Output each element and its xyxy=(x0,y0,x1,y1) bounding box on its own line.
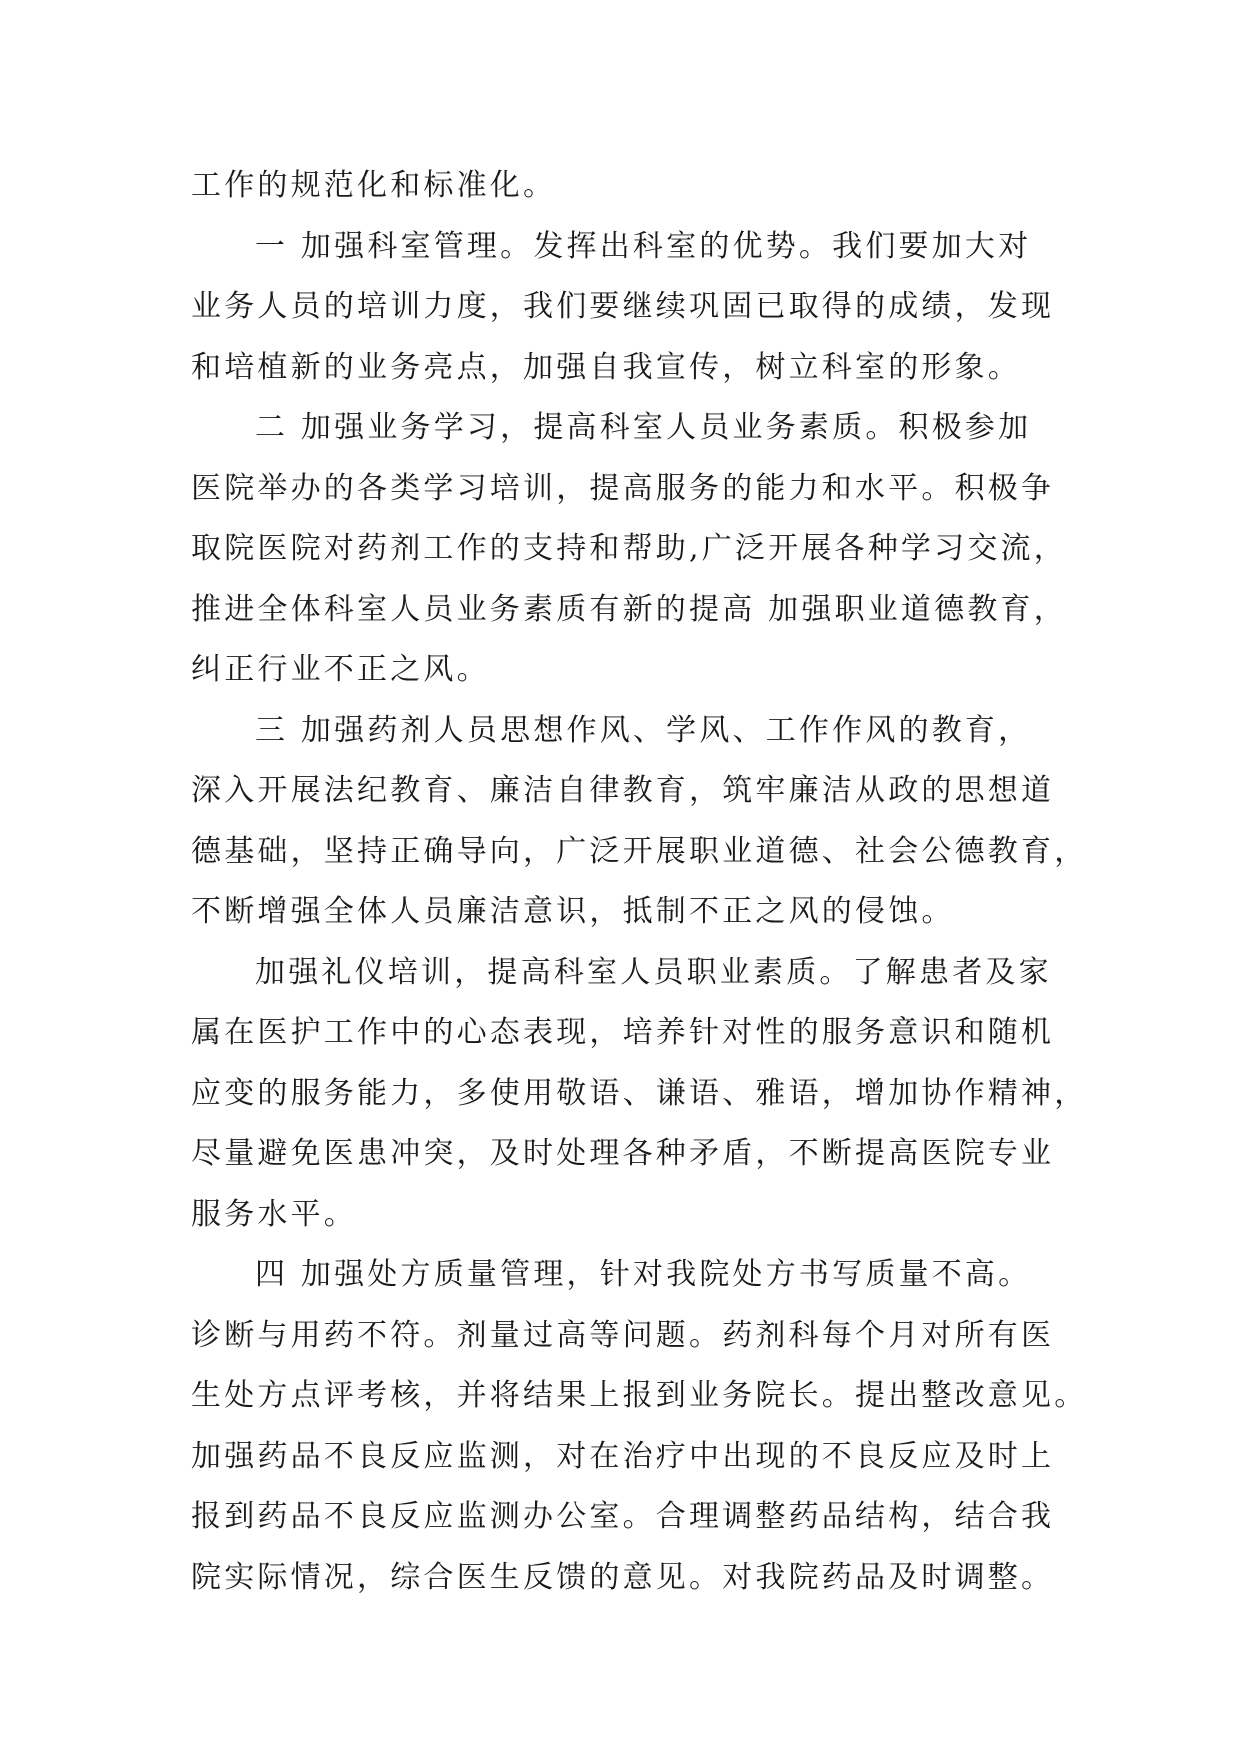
paragraph-start-line: 二 加强业务学习，提高科室人员业务素质。积极参加 xyxy=(255,410,1032,445)
paragraph-start-line: 三 加强药剂人员思想作风、学风、工作作风的教育， xyxy=(255,712,1032,748)
document-body xyxy=(191,156,1088,1608)
text-line: 业务人员的培训力度，我们要继续巩固已取得的成绩，发现 xyxy=(191,289,1055,324)
text-line: 院实际情况，综合医生反馈的意见。对我院药品及时调整。 xyxy=(191,1559,1055,1595)
text-line: 属在医护工作中的心态表现，培养针对性的服务意识和随机 xyxy=(191,1015,1055,1050)
text-line: 取院医院对药剂工作的支持和帮助,广泛开展各种学习交流， xyxy=(191,531,1067,566)
text-line: 工作的规范化和标准化。 xyxy=(191,168,557,203)
paragraph-start-line: 四 加强处方质量管理，针对我院处方书写质量不高。 xyxy=(255,1257,1032,1292)
text-line: 报到药品不良反应监测办公室。合理调整药品结构，结合我 xyxy=(191,1499,1055,1534)
text-line: 加强药品不良反应监测，对在治疗中出现的不良反应及时上 xyxy=(191,1438,1055,1474)
text-line: 生处方点评考核，并将结果上报到业务院长。提出整改意见。 xyxy=(191,1378,1088,1413)
paragraph-start-line: 加强礼仪培训，提高科室人员职业素质。了解患者及家 xyxy=(255,954,1052,990)
text-line: 服务水平。 xyxy=(191,1196,357,1232)
text-line: 深入开展法纪教育、廉洁自律教育，筑牢廉洁从政的思想道 xyxy=(191,773,1055,808)
text-line: 推进全体科室人员业务素质有新的提高 加强职业道德教育， xyxy=(191,591,1067,627)
text-line: 纠正行业不正之风。 xyxy=(191,652,490,687)
text-line: 尽量避免医患冲突，及时处理各种矛盾，不断提高医院专业 xyxy=(191,1136,1055,1171)
text-line: 医院举办的各类学习培训，提高服务的能力和水平。积极争 xyxy=(191,470,1055,506)
text-line: 和培植新的业务亮点，加强自我宣传，树立科室的形象。 xyxy=(191,349,1021,385)
paragraph-start-line: 一 加强科室管理。发挥出科室的优势。我们要加大对 xyxy=(255,228,1032,264)
text-line: 德基础，坚持正确导向，广泛开展职业道德、社会公德教育， xyxy=(191,833,1088,869)
text-line: 应变的服务能力，多使用敬语、谦语、雅语，增加协作精神， xyxy=(191,1075,1088,1111)
text-line: 诊断与用药不符。剂量过高等问题。药剂科每个月对所有医 xyxy=(191,1317,1055,1353)
text-line: 不断增强全体人员廉洁意识，抵制不正之风的侵蚀。 xyxy=(191,894,955,929)
